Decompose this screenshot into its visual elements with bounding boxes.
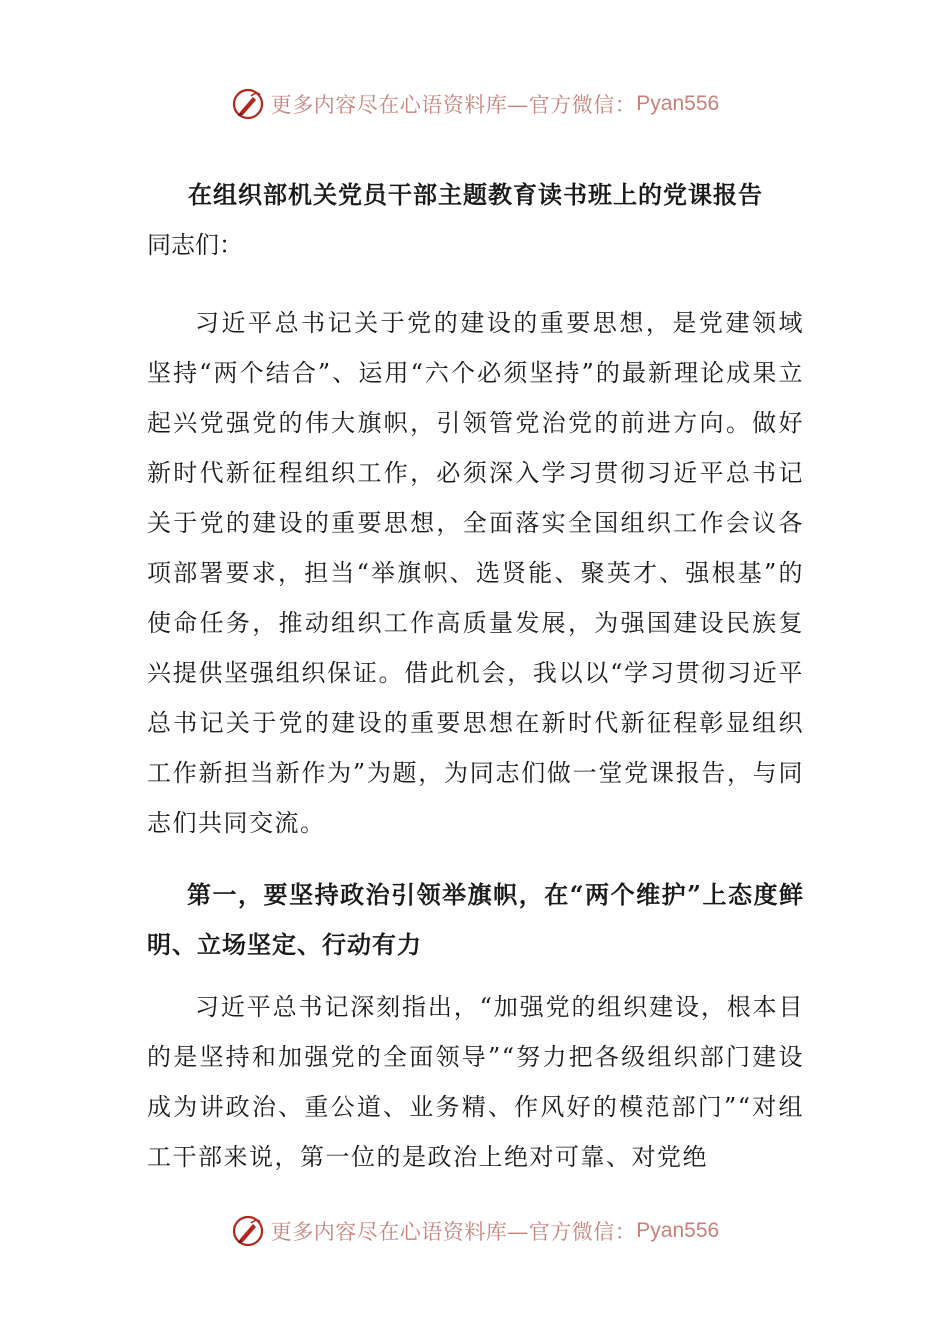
watermark-text: 更多内容尽在心语资料库—官方微信：: [270, 93, 637, 117]
watermark-banner-top: [0, 82, 950, 126]
watermark-wechat-id: Pyan556: [636, 92, 720, 115]
section-1-heading: 第一，要坚持政治引领举旗帜，在“两个维护”上态度鲜明、立场坚定、行动有力: [147, 880, 804, 959]
pen-logo-icon: [231, 87, 265, 121]
salutation: 同志们：: [147, 231, 243, 259]
intro-paragraph: 习近平总书记关于党的建设的重要思想，是党建领域坚持“两个结合”、运用“六个必须坚持”的最新理论成果立起兴党强党的伟大旗帜，引领管党治党的前进方向。做好新时代新征程组织工作，必须深入学习贯彻习近平总书记关于党的建设的重要思想，全面落实全国组织工作会议各项部署要求，担当“举旗帜、选贤能、聚英才、强根基”的使命任务，推动组织工作高质量发展，为强国建设民族复兴提供坚强组织保证。借此机会，我以以“学习贯彻习近平总书记关于党的建设的重要思想在新时代新征程彰显组织工作新担当新作为”为题，为同志们做一堂党课报告，与同志们共同交流。: [147, 309, 804, 837]
pen-logo-icon: [231, 1214, 265, 1248]
document-title: 在组织部机关党员干部主题教育读书班上的党课报告: [188, 180, 763, 209]
section-1-paragraph: 习近平总书记深刻指出，“加强党的组织建设，根本目的是坚持和加强党的全面领导”“努力把各级组织部门建设成为讲政治、重公道、业务精、作风好的模范部门”“对组工干部来说，第一位的是政治上绝对可靠、对党绝: [147, 993, 804, 1171]
watermark-banner-bottom: [0, 1209, 950, 1253]
watermark-wechat-id: Pyan556: [636, 1219, 720, 1242]
document-body: [147, 170, 804, 1182]
watermark-text: 更多内容尽在心语资料库—官方微信：: [270, 1220, 637, 1244]
